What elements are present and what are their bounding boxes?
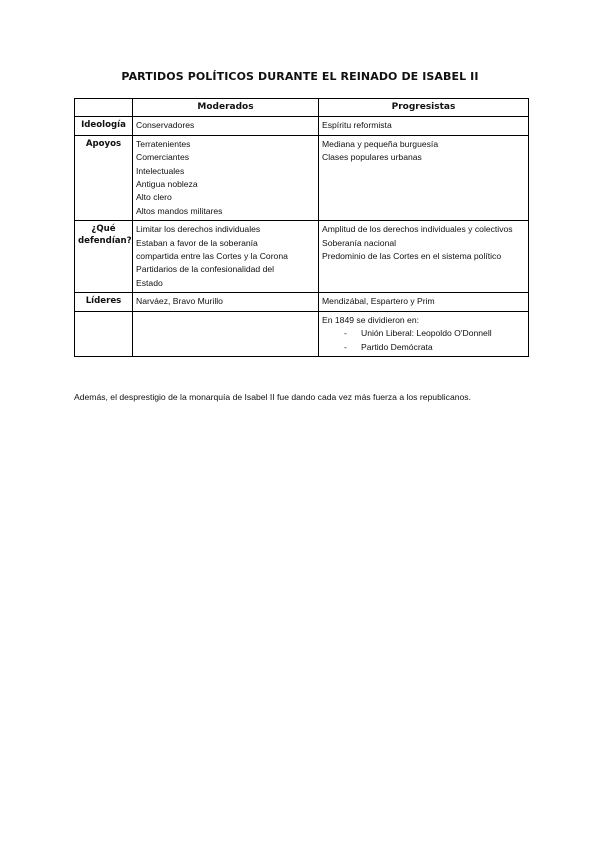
cell-empty-label [75, 311, 133, 356]
cell-moderados-defendian [133, 221, 319, 293]
cell-line: Amplitud de los derechos individuales y colectivos [322, 224, 513, 235]
cell-line: Clases populares urbanas [322, 152, 422, 163]
cell-moderados-lideres [133, 293, 319, 311]
cell-line: Conservadores [136, 120, 195, 131]
cell-line: Altos mandos militares [136, 205, 223, 216]
cell-line: Antigua nobleza [136, 179, 198, 190]
cell-progresistas-apoyos [319, 135, 529, 220]
split-item-text: Partido Demócrata [361, 341, 433, 352]
header-empty [75, 99, 133, 117]
cell-line: Mediana y pequeña burguesía [322, 138, 439, 149]
split-item-text: Unión Liberal: Leopoldo O'Donnell [361, 328, 492, 339]
row-label-lideres: Líderes [75, 293, 133, 311]
cell-line: Limitar los derechos individuales [136, 224, 261, 235]
cell-line: Intelectuales [136, 165, 185, 176]
table-row-ideologia [75, 117, 529, 135]
table-header-row [75, 99, 529, 117]
cell-moderados-apoyos [133, 135, 319, 220]
table-row-apoyos [75, 135, 529, 220]
cell-line: Soberanía nacional [322, 237, 397, 248]
table-row-lideres [75, 293, 529, 311]
split-intro: En 1849 se dividieron en: [322, 314, 419, 325]
table-row-defendian [75, 221, 529, 293]
header-moderados: Moderados [133, 99, 319, 117]
page-title: PARTIDOS POLÍTICOS DURANTE EL REINADO DE ISABEL II [121, 70, 479, 83]
cell-line: Predominio de las Cortes en el sistema político [322, 251, 502, 262]
split-item [322, 327, 525, 340]
cell-line: Terratenientes [136, 138, 191, 149]
parties-table [74, 98, 529, 357]
cell-progresistas-lideres [319, 293, 529, 311]
cell-line: Partidarios de la confesionalidad del [136, 264, 275, 275]
row-label-ideologia: Ideología [75, 117, 133, 135]
cell-line: Comerciantes [136, 152, 190, 163]
cell-line: Estado [136, 277, 163, 288]
cell-progresistas-defendian [319, 221, 529, 293]
cell-line: Espíritu reformista [322, 120, 392, 131]
split-item [322, 341, 525, 354]
cell-line: Narváez, Bravo Murillo [136, 296, 223, 307]
cell-line: Estaban a favor de la soberanía [136, 237, 258, 248]
cell-progresistas-ideologia [319, 117, 529, 135]
cell-progresistas-division [319, 311, 529, 356]
table-row-division [75, 311, 529, 356]
cell-moderados-ideologia [133, 117, 319, 135]
row-label-defendian: ¿Qué defendían? [75, 221, 133, 293]
cell-empty-moderados [133, 311, 319, 356]
dash-bullet: - [344, 328, 347, 339]
row-label-apoyos: Apoyos [75, 135, 133, 220]
header-progresistas: Progresistas [319, 99, 529, 117]
cell-line: Alto clero [136, 192, 172, 203]
cell-line: Mendizábal, Espartero y Prim [322, 296, 435, 307]
dash-bullet: - [344, 341, 347, 352]
cell-line: compartida entre las Cortes y la Corona [136, 251, 288, 262]
footnote: Además, el desprestigio de la monarquía de Isabel II fue dando cada vez más fuerza a los republicanos. [74, 392, 471, 402]
